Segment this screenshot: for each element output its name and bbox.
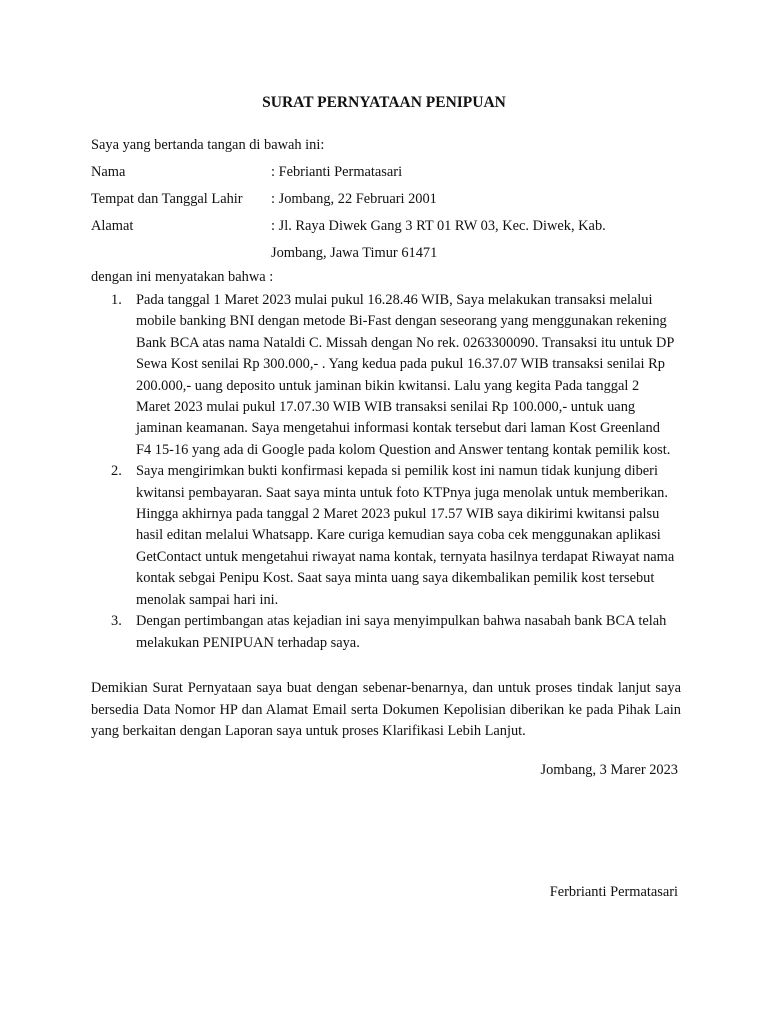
list-number: 3. — [111, 613, 122, 630]
field-label: Alamat — [91, 218, 134, 234]
place-date: Jombang, 3 Marer 2023 — [540, 762, 678, 778]
statement-intro: dengan ini menyatakan bahwa : — [91, 269, 274, 285]
field-value: : Febrianti Permatasari — [271, 164, 403, 180]
document-title: SURAT PERNYATAAN PENIPUAN — [262, 94, 506, 111]
list-text: Dengan pertimbangan atas kejadian ini saya menyimpulkan bahwa nasabah bank BCA telah melakukan PENIPUAN terhadap saya. — [136, 613, 667, 651]
field-value: : Jombang, 22 Februari 2001 — [271, 191, 437, 207]
intro-text: Saya yang bertanda tangan di bawah ini: — [91, 137, 325, 153]
list-text: Pada tanggal 1 Maret 2023 mulai pukul 16.28.46 WIB, Saya melakukan transaksi melalui mobile banking BNI dengan metode Bi-Fast dengan seseorang yang menggunakan rekening Bank BCA atas nama Nataldi C. Missah dengan No rek. 0263300090. Transaksi itu untuk DP Sewa Kost senilai Rp 300.000,- . Yang kedua pada pukul 16.37.07 WIB transaksi senilai Rp 200.000,- uang deposito untuk jaminan bikin kwitansi. Lalu yang kegita Pada tanggal 2 Maret 2023 mulai pukul 17.07.30 WIB WIB transaksi senilai Rp 100.000,- untuk uang jaminan keamanan. Saya mengetahui informasi kontak tersebut dari laman Kost Greenland F4 15-16 yang ada di Google pada kolom Question and Answer tentang kontak pemilik kost. — [136, 292, 674, 458]
list-item — [91, 290, 691, 461]
field-value-continued: Jombang, Jawa Timur 61471 — [271, 245, 438, 261]
field-value: : Jl. Raya Diwek Gang 3 RT 01 RW 03, Kec. Diwek, Kab. — [271, 218, 606, 234]
list-item — [91, 611, 691, 654]
list-number: 2. — [111, 463, 122, 480]
signer-name: Ferbrianti Permatasari — [549, 884, 678, 900]
field-label: Nama — [91, 164, 126, 180]
closing-paragraph: Demikian Surat Pernyataan saya buat dengan sebenar-benarnya, dan untuk proses tindak lanjut saya bersedia Data Nomor HP dan Alamat Email serta Dokumen Kepolisian diberikan ke pada Pihak Lain yang berkaitan dengan Laporan saya untuk proses Klarifikasi Lebih Lanjut. — [91, 680, 681, 740]
field-label: Tempat dan Tanggal Lahir — [91, 191, 243, 207]
statement-list — [91, 290, 691, 654]
list-text: Saya mengirimkan bukti konfirmasi kepada si pemilik kost ini namun tidak kunjung diberi kwitansi pembayaran. Saat saya minta untuk foto KTPnya juga menolak untuk memberikan. Hingga akhirnya pada tanggal 2 Maret 2023 pukul 17.57 WIB saya dikirimi kwitansi palsu hasil editan melalui Whatsapp. Kare curiga kemudian saya coba cek menggunakan aplikasi GetContact untuk mengetahui riwayat nama kontak, ternyata hasilnya terdapat Riwayat nama kontak sebgai Penipu Kost. Saat saya minta uang saya dikembalikan pemilik kost tersebut menolak sampai hari ini. — [136, 463, 675, 608]
list-number: 1. — [111, 292, 122, 308]
list-item — [91, 461, 691, 611]
